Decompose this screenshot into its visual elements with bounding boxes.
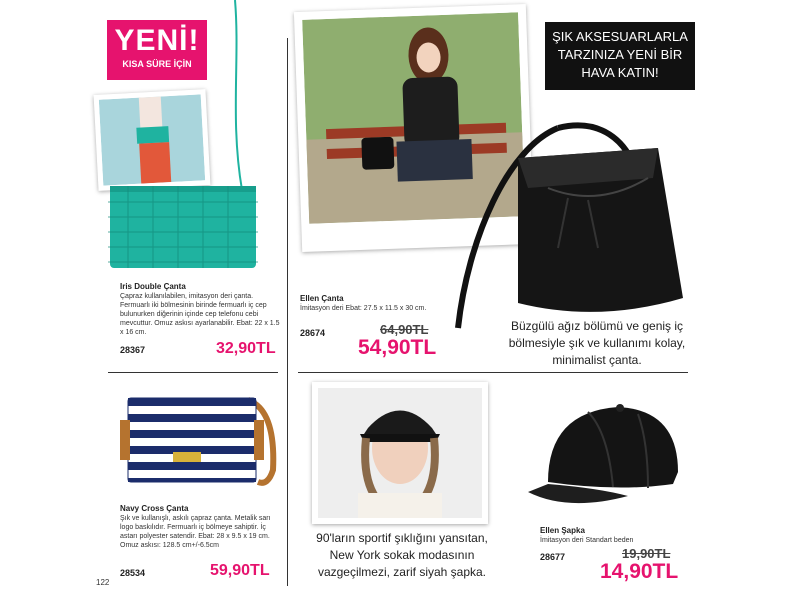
cap-tagline — [296, 530, 508, 581]
ellen-bag-tagline-2: bölmesiyle şık ve kullanımı kolay, — [508, 336, 686, 350]
iris-model-photo — [94, 89, 211, 191]
promo-line-2: TARZINIZA YENİ BİR — [557, 47, 683, 62]
ellen-bag-image — [448, 118, 688, 338]
cap-tagline-2: New York sokak modasının — [329, 548, 475, 562]
iris-description: Çapraz kullanılabilen, imitasyon deri çanta. Fermuarlı iki bölmesinin birinde fermuarlı iç cep bulunurken diğerinin içinde cep telefonu cebi mevcuttur. Omuz askısı ayarlanabilir. Ebat: 22 x 1.5 x 16 cm. — [120, 293, 280, 336]
cap-tagline-1: 90'ların sportif şıklığını yansıtan, — [316, 531, 488, 545]
ellen-bag-code: 28674 — [300, 328, 326, 338]
new-badge-subtitle: KISA SÜRE İÇİN — [122, 59, 192, 69]
cap-model-image — [318, 388, 482, 518]
navy-description: Şık ve kullanışlı, askılı çapraz çanta. Metalik sarı logo baskılıdır. Fermuarlı iç bölmeye sahiptir. İç astarı polyester satendir. Ebat: 28 x 9.5 x 19 cm. Omuz askısı: 128.5 cm+/-6.5cm — [120, 515, 271, 549]
ellen-bag-tagline-1: Büzgülü ağız bölümü ve geniş iç — [510, 319, 684, 333]
column-divider — [287, 38, 288, 586]
ellen-cap-price: 14,90TL — [600, 560, 679, 583]
ellen-bag-tagline-3: minimalist çanta. — [552, 353, 642, 367]
promo-headline — [545, 22, 695, 90]
new-badge — [107, 20, 207, 80]
row-divider-left — [108, 372, 278, 373]
cap-image — [528, 392, 688, 512]
ellen-bag-description: İmitasyon deri Ebat: 27.5 x 11.5 x 30 cm. — [300, 305, 427, 312]
navy-bag-image — [118, 390, 278, 490]
ellen-cap-title: Ellen Şapka — [540, 526, 585, 535]
ellen-bag-price: 54,90TL — [358, 336, 437, 359]
navy-price: 59,90TL — [210, 562, 270, 579]
page-number: 122 — [96, 578, 110, 587]
row-divider-right — [298, 372, 688, 373]
cap-model-photo — [312, 382, 488, 524]
navy-title: Navy Cross Çanta — [120, 504, 189, 513]
ellen-bag-title: Ellen Çanta — [300, 294, 344, 303]
ellen-cap-description: İmitasyon deri Standart beden — [540, 537, 634, 544]
iris-title: Iris Double Çanta — [120, 282, 186, 291]
ellen-bag-old-price: 64,90TL — [380, 322, 429, 337]
ellen-cap-code: 28677 — [540, 552, 566, 562]
navy-code: 28534 — [120, 568, 146, 578]
iris-bag-image — [108, 182, 258, 272]
ellen-cap-old-price: 19,90TL — [622, 546, 671, 561]
iris-price: 32,90TL — [216, 340, 276, 357]
promo-line-3: HAVA KATIN! — [581, 65, 659, 80]
cap-tagline-3: vazgeçilmezi, zarif siyah şapka. — [317, 565, 487, 579]
new-badge-title: YENİ! — [114, 24, 200, 57]
iris-model-image — [99, 94, 205, 185]
iris-code: 28367 — [120, 345, 146, 355]
ellen-bag-tagline — [492, 318, 702, 369]
promo-line-1: ŞIK AKSESUARLARLA — [552, 29, 688, 44]
